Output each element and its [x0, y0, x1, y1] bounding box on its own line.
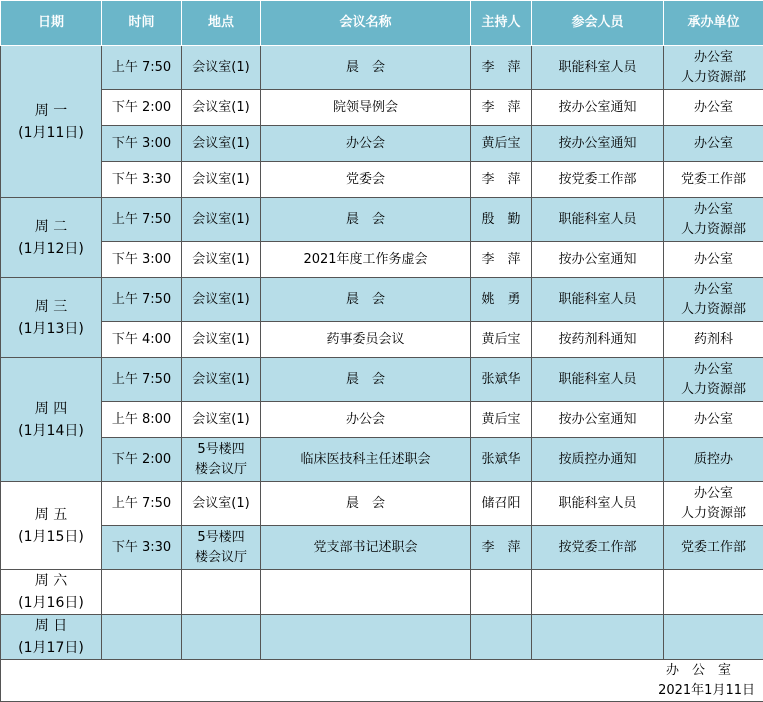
footer-cell: [1, 660, 763, 702]
day-date: (1月17日): [1, 637, 101, 659]
time-cell: 上午 7:50: [102, 278, 182, 322]
header-row: [1, 1, 763, 46]
meeting-name-cell: 晨 会: [261, 198, 471, 242]
host-cell: 李 萍: [471, 162, 532, 198]
time-cell: 上午 7:50: [102, 198, 182, 242]
place-cell: 会议室(1): [182, 322, 261, 358]
place-cell: 会议室(1): [182, 278, 261, 322]
day-date: (1月13日): [1, 318, 101, 340]
day-label: 周 二: [1, 216, 101, 238]
day-cell: [1, 358, 102, 482]
place-cell: 会议室(1): [182, 242, 261, 278]
attendees-cell: 按办公室通知: [532, 402, 664, 438]
day-cell: [1, 278, 102, 358]
time-cell: 下午 3:00: [102, 242, 182, 278]
attendees-cell: 职能科室人员: [532, 358, 664, 402]
table-row: [1, 358, 763, 402]
unit-cell: 质控办: [664, 438, 763, 482]
attendees-cell: [532, 615, 664, 660]
day-date: (1月16日): [1, 592, 101, 614]
attendees-cell: 按办公室通知: [532, 126, 664, 162]
unit-cell: 办公室: [664, 402, 763, 438]
meeting-name-cell: 临床医技科主任述职会: [261, 438, 471, 482]
table-row: [1, 46, 763, 90]
footer-row: [1, 660, 763, 702]
day-date: (1月14日): [1, 420, 101, 442]
table-row: [1, 526, 763, 570]
header-meeting-name: 会议名称: [261, 1, 471, 46]
time-cell: 上午 7:50: [102, 46, 182, 90]
meeting-name-cell: 晨 会: [261, 278, 471, 322]
time-cell: 下午 2:00: [102, 90, 182, 126]
attendees-cell: 按质控办通知: [532, 438, 664, 482]
meeting-name-cell: 党委会: [261, 162, 471, 198]
unit-cell: 办公室: [664, 242, 763, 278]
unit-cell: 药剂科: [664, 322, 763, 358]
host-cell: 殷 勤: [471, 198, 532, 242]
time-cell: 下午 3:30: [102, 526, 182, 570]
unit-cell: 办公室 人力资源部: [664, 198, 763, 242]
host-cell: 黄后宝: [471, 126, 532, 162]
meeting-name-cell: 晨 会: [261, 358, 471, 402]
table-row: [1, 570, 763, 615]
day-cell: [1, 198, 102, 278]
attendees-cell: 按办公室通知: [532, 242, 664, 278]
day-cell: [1, 46, 102, 198]
meeting-name-cell: 药事委员会议: [261, 322, 471, 358]
day-date: (1月12日): [1, 238, 101, 260]
day-date: (1月11日): [1, 122, 101, 144]
day-cell: [1, 615, 102, 660]
unit-cell: 办公室: [664, 90, 763, 126]
time-cell: 下午 3:00: [102, 126, 182, 162]
meeting-name-cell: [261, 570, 471, 615]
meeting-name-cell: 办公会: [261, 126, 471, 162]
host-cell: 黄后宝: [471, 402, 532, 438]
time-cell: 上午 7:50: [102, 482, 182, 526]
place-cell: 会议室(1): [182, 126, 261, 162]
attendees-cell: 职能科室人员: [532, 278, 664, 322]
attendees-cell: [532, 570, 664, 615]
table-row: [1, 162, 763, 198]
table-row: [1, 126, 763, 162]
place-cell: 会议室(1): [182, 46, 261, 90]
meeting-name-cell: 办公会: [261, 402, 471, 438]
host-cell: 李 萍: [471, 90, 532, 126]
attendees-cell: 按党委工作部: [532, 526, 664, 570]
table-row: [1, 242, 763, 278]
place-cell: 5号楼四 楼会议厅: [182, 438, 261, 482]
place-cell: 会议室(1): [182, 482, 261, 526]
day-label: 周 日: [1, 615, 101, 637]
unit-cell: [664, 615, 763, 660]
unit-cell: 办公室: [664, 126, 763, 162]
day-label: 周 六: [1, 570, 101, 592]
day-label: 周 一: [1, 100, 101, 122]
meeting-name-cell: 2021年度工作务虚会: [261, 242, 471, 278]
day-label: 周 五: [1, 504, 101, 526]
table-row: [1, 90, 763, 126]
time-cell: [102, 570, 182, 615]
footer-office: 办 公 室: [1, 661, 755, 681]
unit-cell: 办公室 人力资源部: [664, 358, 763, 402]
attendees-cell: 按办公室通知: [532, 90, 664, 126]
table-row: [1, 402, 763, 438]
day-cell: [1, 482, 102, 570]
day-label: 周 四: [1, 398, 101, 420]
day-date: (1月15日): [1, 526, 101, 548]
place-cell: 会议室(1): [182, 162, 261, 198]
meeting-name-cell: [261, 615, 471, 660]
header-place: 地点: [182, 1, 261, 46]
table-row: [1, 322, 763, 358]
attendees-cell: 职能科室人员: [532, 46, 664, 90]
unit-cell: 办公室 人力资源部: [664, 482, 763, 526]
header-attendees: 参会人员: [532, 1, 664, 46]
table-row: [1, 482, 763, 526]
place-cell: 会议室(1): [182, 358, 261, 402]
unit-cell: 党委工作部: [664, 526, 763, 570]
time-cell: 上午 8:00: [102, 402, 182, 438]
time-cell: 上午 7:50: [102, 358, 182, 402]
unit-cell: [664, 570, 763, 615]
attendees-cell: 职能科室人员: [532, 482, 664, 526]
unit-cell: 办公室 人力资源部: [664, 46, 763, 90]
meeting-name-cell: 院领导例会: [261, 90, 471, 126]
host-cell: [471, 615, 532, 660]
day-label: 周 三: [1, 296, 101, 318]
host-cell: 李 萍: [471, 526, 532, 570]
table-row: [1, 198, 763, 242]
header-date: 日期: [1, 1, 102, 46]
host-cell: 张斌华: [471, 438, 532, 482]
place-cell: 5号楼四 楼会议厅: [182, 526, 261, 570]
host-cell: 储召阳: [471, 482, 532, 526]
host-cell: 黄后宝: [471, 322, 532, 358]
meeting-name-cell: 晨 会: [261, 482, 471, 526]
table-row: [1, 278, 763, 322]
time-cell: 下午 2:00: [102, 438, 182, 482]
time-cell: 下午 4:00: [102, 322, 182, 358]
host-cell: 李 萍: [471, 46, 532, 90]
header-unit: 承办单位: [664, 1, 763, 46]
day-cell: [1, 570, 102, 615]
time-cell: 下午 3:30: [102, 162, 182, 198]
place-cell: [182, 615, 261, 660]
attendees-cell: 职能科室人员: [532, 198, 664, 242]
place-cell: 会议室(1): [182, 402, 261, 438]
host-cell: 姚 勇: [471, 278, 532, 322]
attendees-cell: 按药剂科通知: [532, 322, 664, 358]
attendees-cell: 按党委工作部: [532, 162, 664, 198]
footer-date: 2021年1月11日: [1, 681, 755, 701]
host-cell: [471, 570, 532, 615]
meeting-name-cell: 党支部书记述职会: [261, 526, 471, 570]
host-cell: 李 萍: [471, 242, 532, 278]
table-row: [1, 438, 763, 482]
table-row: [1, 615, 763, 660]
unit-cell: 办公室 人力资源部: [664, 278, 763, 322]
place-cell: 会议室(1): [182, 90, 261, 126]
header-host: 主持人: [471, 1, 532, 46]
unit-cell: 党委工作部: [664, 162, 763, 198]
time-cell: [102, 615, 182, 660]
header-time: 时间: [102, 1, 182, 46]
place-cell: [182, 570, 261, 615]
place-cell: 会议室(1): [182, 198, 261, 242]
meeting-name-cell: 晨 会: [261, 46, 471, 90]
host-cell: 张斌华: [471, 358, 532, 402]
